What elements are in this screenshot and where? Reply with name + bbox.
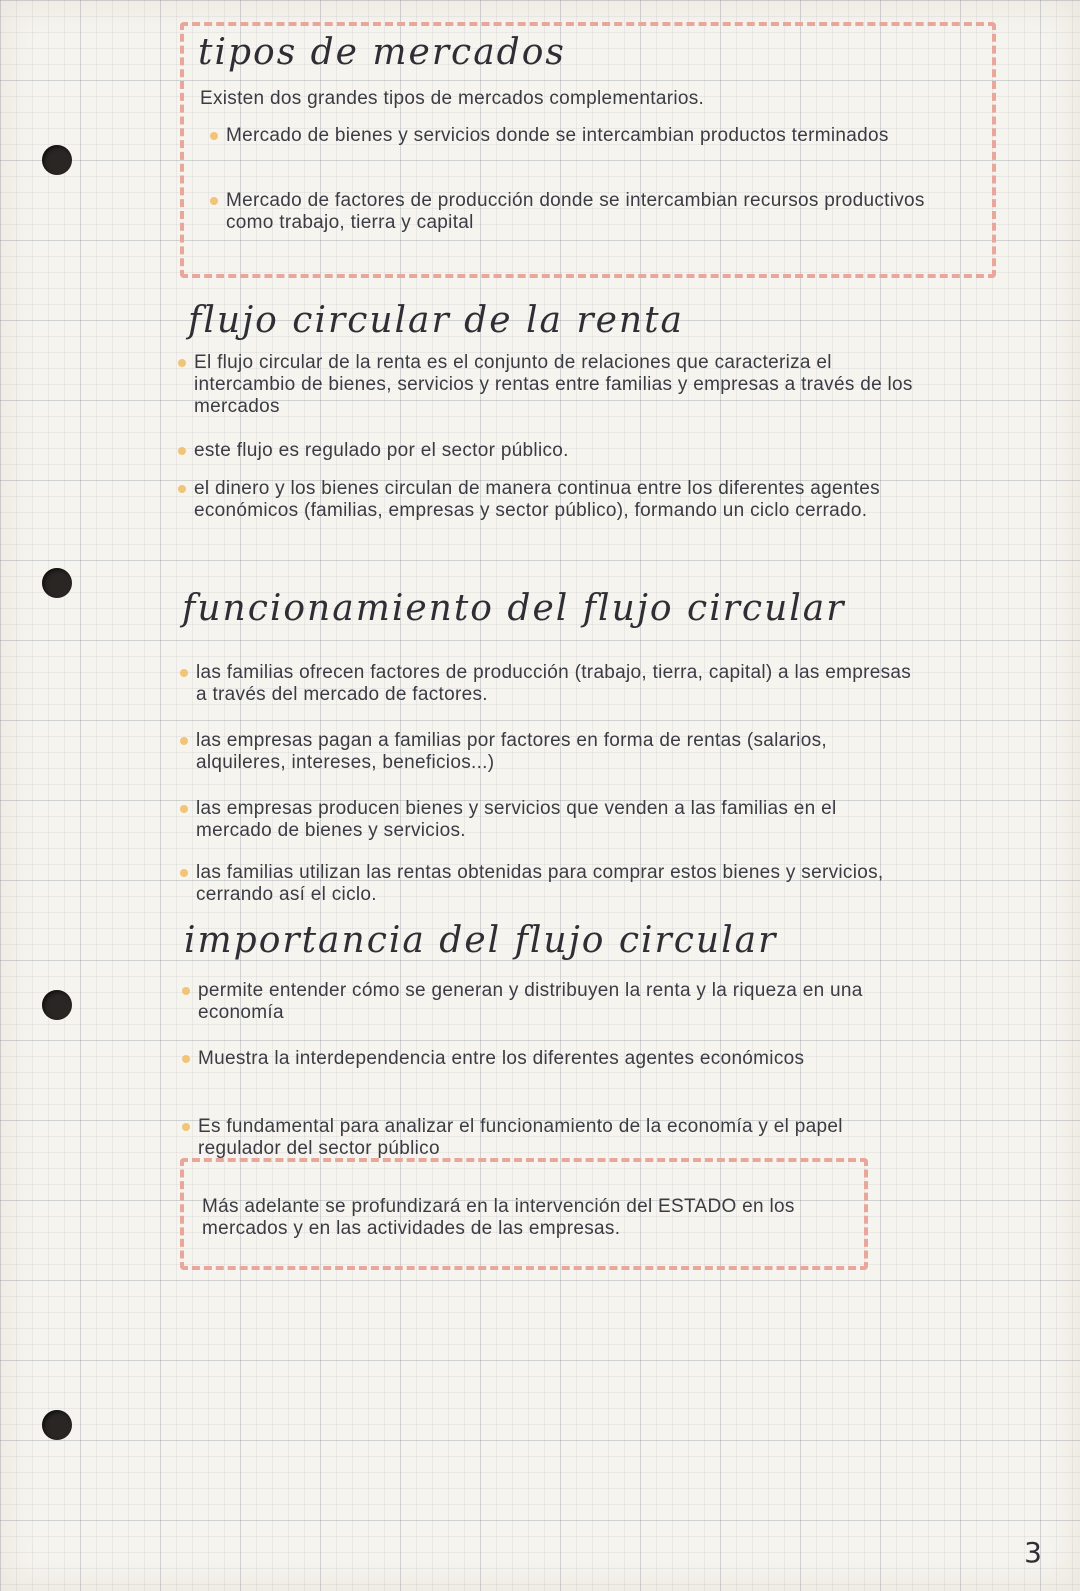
binder-hole [42,145,72,175]
bullet-funcionamiento-1: las familias ofrecen factores de producción (trabajo, tierra, capital) a las empresas a través del mercado de factores. [196,662,916,706]
page-number: 3 [1024,1536,1042,1569]
bullet-funcionamiento-4: las familias utilizan las rentas obtenidas para comprar estos bienes y servicios, cerrando así el ciclo. [196,862,916,906]
bullet-funcionamiento-3: las empresas producen bienes y servicios que venden a las familias en el mercado de bienes y servicios. [196,798,916,842]
bullet-flujo-3: el dinero y los bienes circulan de manera continua entre los diferentes agentes económicos (familias, empresas y sector público), formando un ciclo cerrado. [194,478,914,522]
binder-hole [42,568,72,598]
section-title-tipos: tipos de mercados [198,32,566,73]
bullet-flujo-2: este flujo es regulado por el sector público. [194,440,914,462]
section-intro-tipos: Existen dos grandes tipos de mercados complementarios. [200,88,705,109]
section-title-flujo: flujo circular de la renta [188,300,685,341]
bullet-importancia-3: Es fundamental para analizar el funcionamiento de la economía y el papel regulador del sector público [198,1116,898,1160]
section-title-funcionamiento: funcionamiento del flujo circular [182,588,846,629]
note-text: Más adelante se profundizará en la intervención del ESTADO en los mercados y en las actividades de las empresas. [202,1196,795,1239]
binder-hole [42,990,72,1020]
section-title-importancia: importancia del flujo circular [184,920,778,961]
bullet-tipos-2: Mercado de factores de producción donde se intercambian recursos productivos como trabajo, tierra y capital [226,190,946,234]
binder-hole [42,1410,72,1440]
bullet-funcionamiento-2: las empresas pagan a familias por factores en forma de rentas (salarios, alquileres, intereses, beneficios...) [196,730,916,774]
bullet-tipos-1: Mercado de bienes y servicios donde se intercambian productos terminados [226,125,946,147]
bullet-flujo-1: El flujo circular de la renta es el conjunto de relaciones que caracteriza el intercambio de bienes, servicios y rentas entre familias y empresas a través de los mercados [194,352,913,417]
bullet-importancia-2: Muestra la interdependencia entre los diferentes agentes económicos [198,1048,898,1070]
bullet-importancia-1: permite entender cómo se generan y distribuyen la renta y la riqueza en una economía [198,980,898,1024]
